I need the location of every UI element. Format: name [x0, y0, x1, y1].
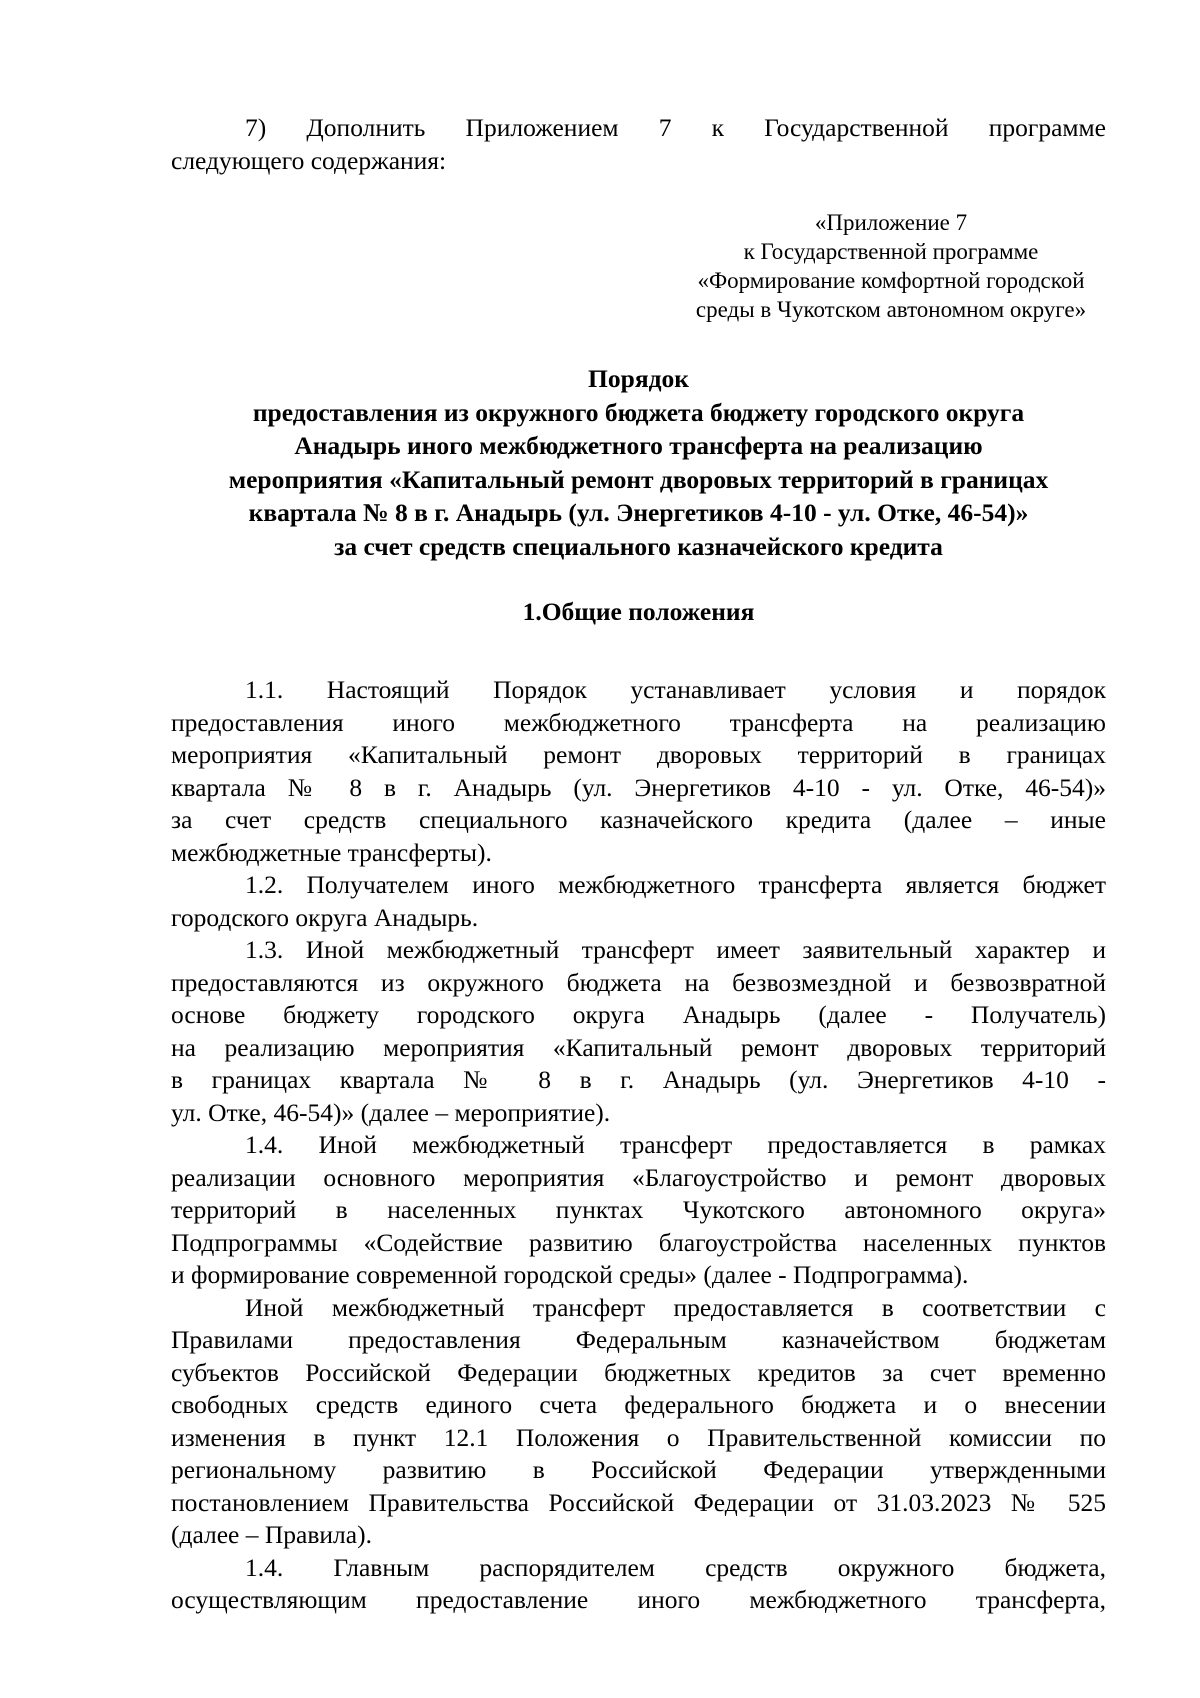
paragraph-1-1 [171, 674, 1106, 869]
text-line: квартала № 8 в г. Анадырь (ул. Энергетиков 4-10 - ул. Отке, 46-54)» [171, 772, 1106, 802]
section-heading: 1.Общие положения [522, 597, 755, 626]
title-line: квартала № 8 в г. Анадырь (ул. Энергетиков 4-10 - ул. Отке, 46-54)» [248, 498, 1029, 527]
appendix-line: «Приложение 7 [814, 210, 968, 235]
paragraph-1-2 [171, 869, 1106, 934]
text-line: Иной межбюджетный трансферт предоставляется в соответствии с [245, 1292, 1106, 1322]
appendix-line: среды в Чукотском автономном округе» [695, 297, 1087, 322]
paragraph-1-3 [171, 934, 1106, 1129]
text-line: территорий в населенных пунктах Чукотского автономного округа» [171, 1195, 1106, 1224]
text-line: Подпрограммы «Содействие развитию благоустройства населенных пунктов [171, 1227, 1106, 1257]
document-title [171, 362, 1106, 563]
text-line: 1.4. Иной межбюджетный трансферт предоставляется в рамках [245, 1130, 1106, 1159]
text-line: за счет средств специального казначейского кредита (далее – иные [171, 805, 1106, 834]
text-line: предоставления иного межбюджетного трансферта на реализацию [171, 707, 1106, 737]
title-line: за счет средств специального казначейского кредита [334, 531, 943, 561]
intro-line: следующего содержания: [171, 145, 447, 175]
text-line: в границах квартала № 8 в г. Анадырь (ул. Энергетиков 4-10 - [171, 1065, 1106, 1094]
text-line: осуществляющим предоставление иного межбюджетного трансферта, [171, 1585, 1106, 1614]
text-line: постановлением Правительства Российской Федерации от 31.03.2023 № 525 [171, 1487, 1106, 1517]
title-line: Анадырь иного межбюджетного трансферта на реализацию [294, 431, 983, 460]
text-line: реализации основного мероприятия «Благоустройство и ремонт дворовых [171, 1162, 1106, 1192]
text-line: 1.1. Настоящий Порядок устанавливает условия и порядок [245, 675, 1106, 704]
appendix-line: «Формирование комфортной городской [697, 268, 1085, 293]
appendix-line: к Государственной программе [743, 239, 1039, 264]
text-line: свободных средств единого счета федерального бюджета и о внесении [171, 1390, 1106, 1419]
intro-paragraph [171, 112, 1106, 177]
text-line: предоставляются из окружного бюджета на безвозмездной и безвозвратной [171, 967, 1106, 997]
text-line: на реализацию мероприятия «Капитальный ремонт дворовых территорий [171, 1032, 1106, 1062]
appendix-header [676, 208, 1106, 324]
title-line: мероприятия «Капитальный ремонт дворовых территорий в границах [228, 464, 1049, 494]
text-line: субъектов Российской Федерации бюджетных кредитов за счет временно [171, 1357, 1106, 1387]
text-line: региональному развитию в Российской Федерации утвержденными [171, 1455, 1106, 1484]
text-line: городского округа Анадырь. [171, 902, 479, 932]
text-line: мероприятия «Капитальный ремонт дворовых территорий в границах [171, 740, 1106, 769]
text-line: и формирование современной городской среды» (далее - Подпрограмма). [171, 1260, 969, 1289]
text-line: изменения в пункт 12.1 Положения о Правительственной комиссии по [171, 1422, 1106, 1452]
title-line: Порядок [588, 364, 689, 393]
text-line: основе бюджету городского округа Анадырь (далее - Получатель) [171, 1000, 1106, 1029]
text-line: Правилами предоставления Федеральным казначейством бюджетам [171, 1325, 1106, 1354]
intro-line: 7) Дополнить Приложением 7 к Государственной программе [245, 113, 1106, 142]
paragraph-1-4-second [171, 1552, 1106, 1617]
text-line: 1.3. Иной межбюджетный трансферт имеет заявительный характер и [245, 935, 1106, 964]
paragraph-rules [171, 1292, 1106, 1552]
title-line: предоставления из окружного бюджета бюджету городского округа [252, 397, 1025, 427]
body-text [171, 674, 1106, 1617]
text-line: ул. Отке, 46-54)» (далее – мероприятие). [171, 1097, 611, 1127]
paragraph-1-4 [171, 1129, 1106, 1292]
text-line: 1.4. Главным распорядителем средств окружного бюджета, [245, 1552, 1106, 1582]
text-line: (далее – Правила). [171, 1520, 372, 1549]
text-line: межбюджетные трансферты). [171, 837, 492, 867]
text-line: 1.2. Получателем иного межбюджетного трансферта является бюджет [245, 870, 1106, 899]
